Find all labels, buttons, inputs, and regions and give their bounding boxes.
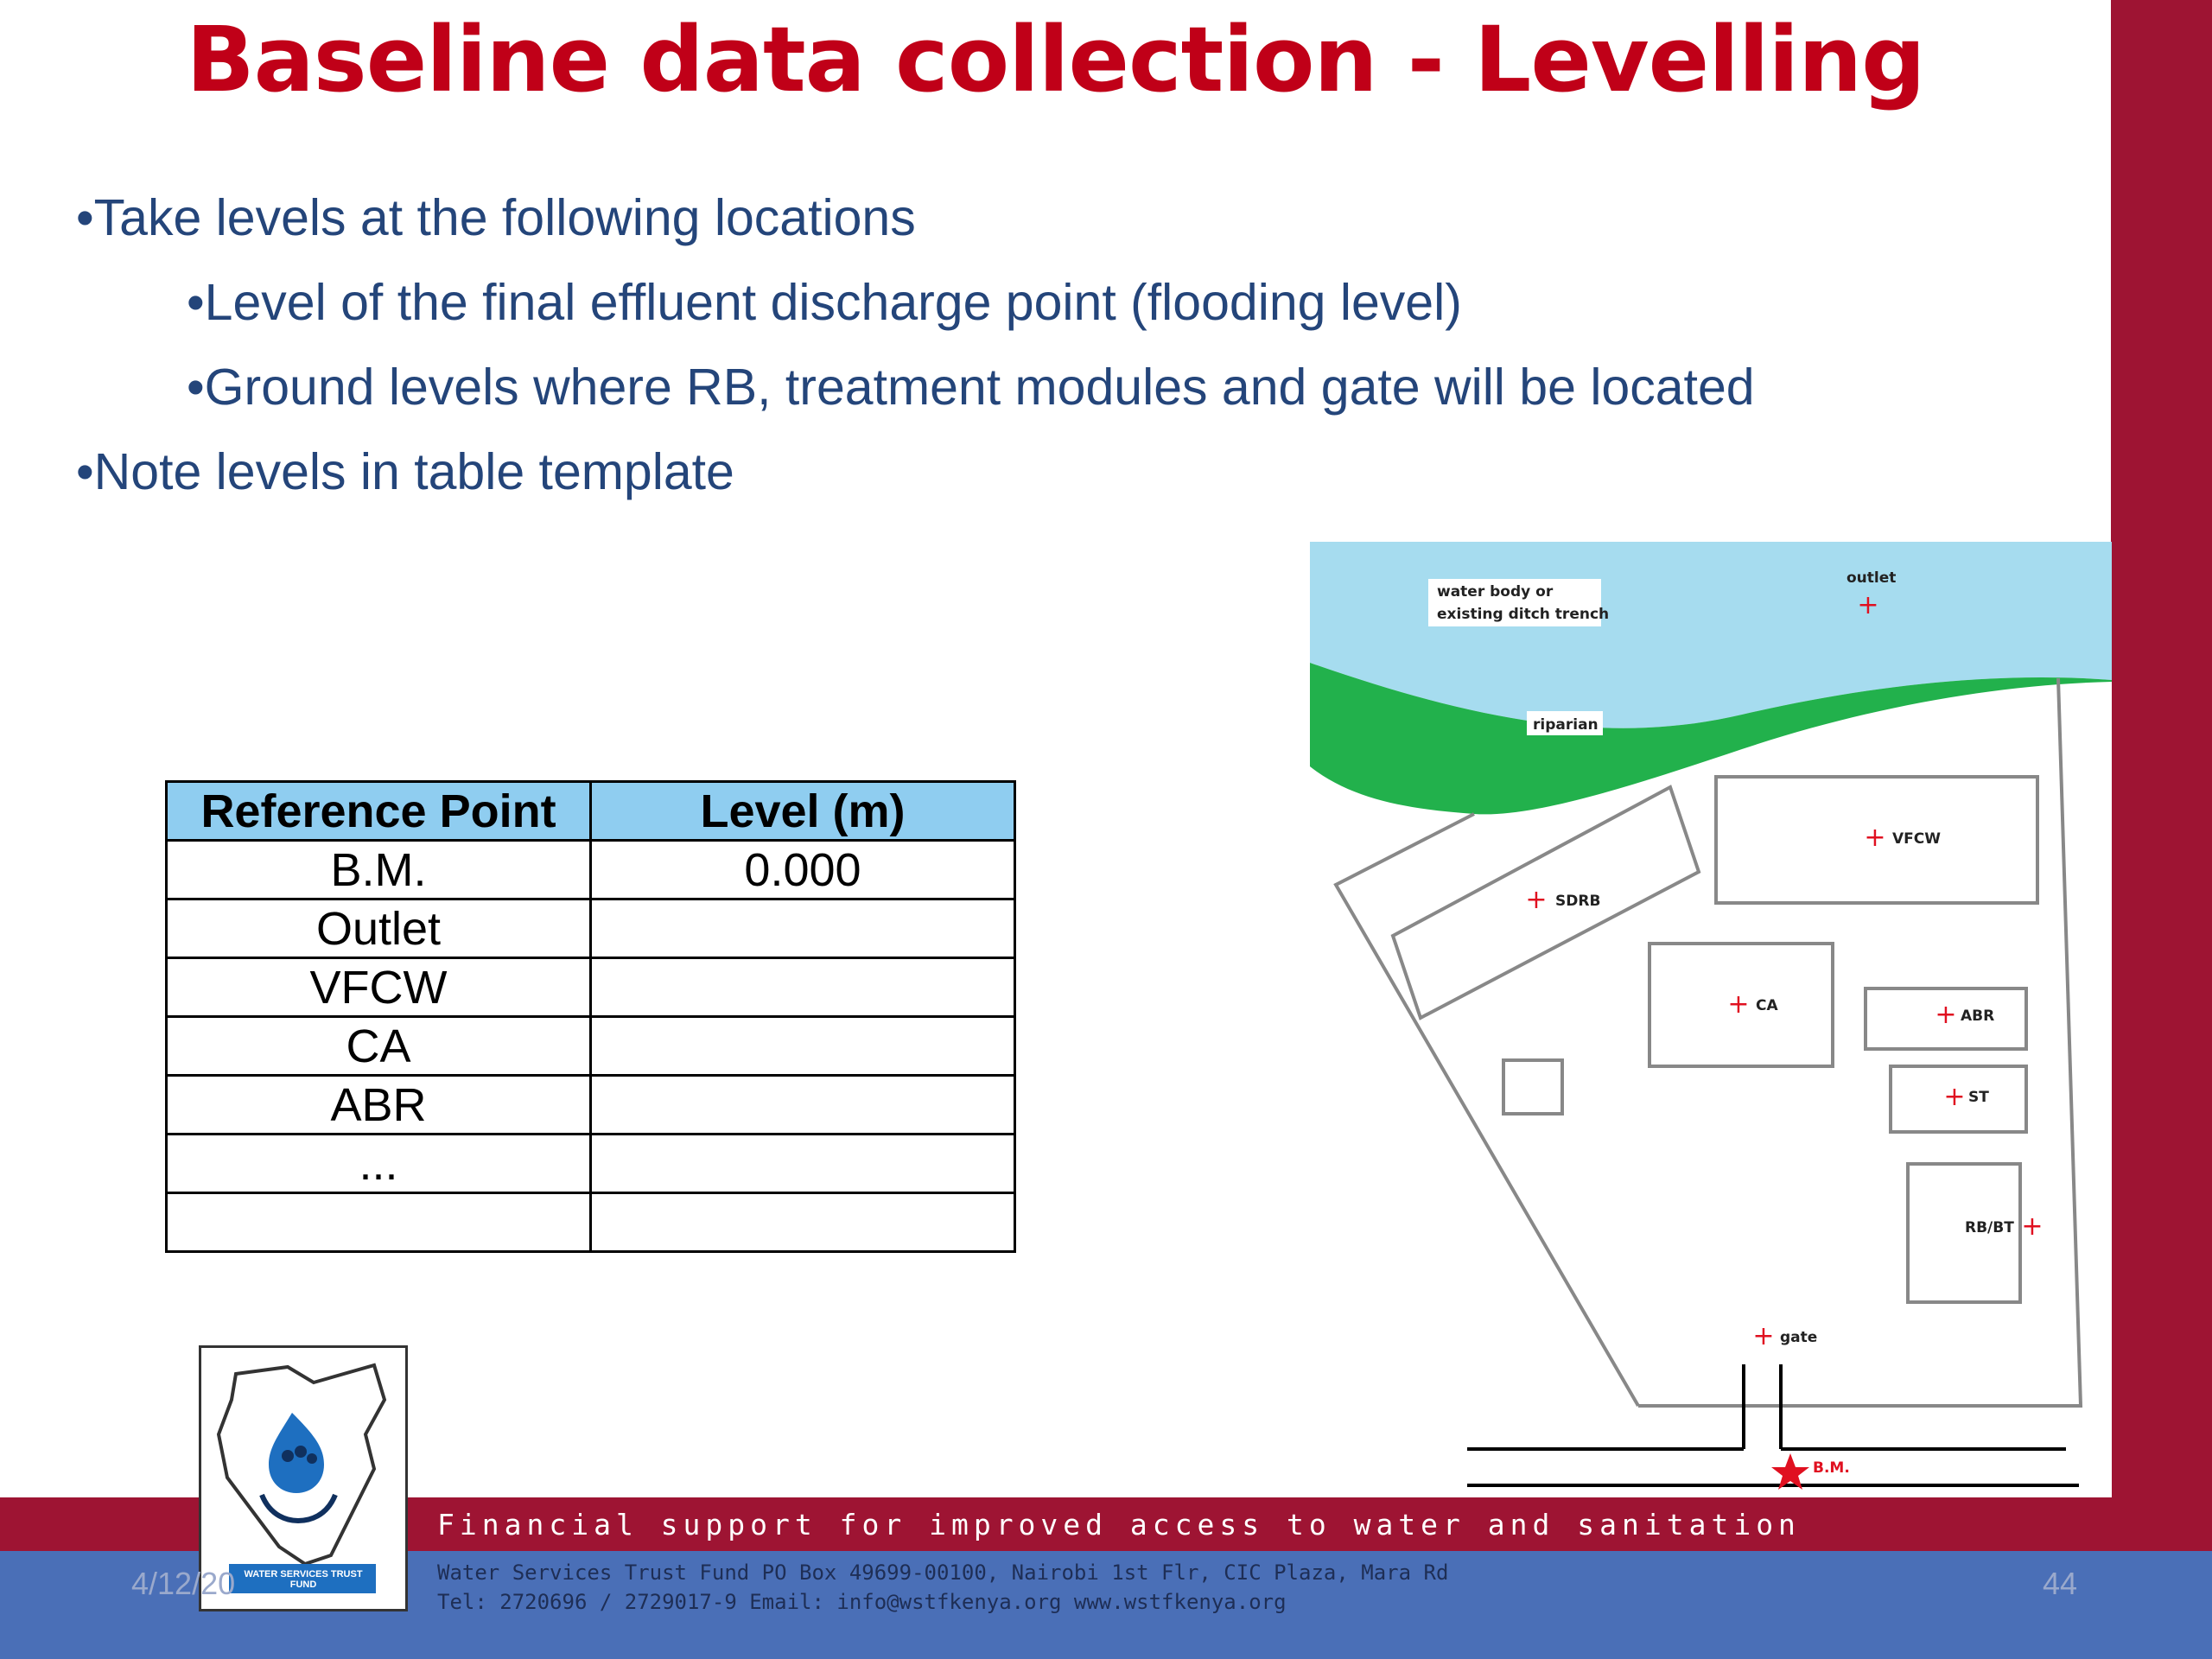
- riparian-label: riparian: [1533, 716, 1599, 734]
- vfcw-label: VFCW: [1892, 830, 1941, 848]
- footer-contact-line1: Water Services Trust Fund PO Box 49699-00100, Nairobi 1st Flr, CIC Plaza, Mara Rd: [437, 1560, 1449, 1585]
- cell-level: 0.000: [591, 841, 1015, 899]
- header-reference-point: Reference Point: [167, 782, 591, 841]
- ca-label: CA: [1756, 997, 1778, 1014]
- cell-reference: Outlet: [167, 899, 591, 958]
- right-accent-bar: [2111, 0, 2212, 1659]
- water-label-line1: water body or: [1437, 583, 1554, 601]
- gate-label: gate: [1780, 1329, 1818, 1346]
- st-marker-icon: +: [1943, 1082, 1966, 1112]
- table-row: [167, 1135, 1015, 1193]
- cell-level: [591, 958, 1015, 1017]
- footer-tagline: Financial support for improved access to water and sanitation: [437, 1508, 1801, 1541]
- table-header-row: [167, 782, 1015, 841]
- table-row: [167, 841, 1015, 899]
- cell-reference: ...: [167, 1135, 591, 1193]
- ca-marker-icon: +: [1727, 989, 1750, 1020]
- table-row: [167, 1076, 1015, 1135]
- cell-reference: CA: [167, 1017, 591, 1076]
- cell-level: [591, 1017, 1015, 1076]
- abr-label: ABR: [1961, 1007, 1995, 1025]
- sdrb-marker-icon: +: [1525, 885, 1548, 915]
- water-label-line2: existing ditch trench: [1437, 606, 1610, 623]
- table-row: [167, 899, 1015, 958]
- bullet-ground-levels: •Ground levels where RB, treatment modules and gate will be located: [187, 359, 1755, 416]
- bullet-note-levels: •Note levels in table template: [76, 443, 734, 500]
- table-row: [167, 958, 1015, 1017]
- levels-table: [165, 780, 1016, 1253]
- cell-reference: VFCW: [167, 958, 591, 1017]
- logo-text: WATER SERVICES TRUST FUND: [244, 1569, 363, 1590]
- cell-reference: [167, 1193, 591, 1252]
- header-level: Level (m): [591, 782, 1015, 841]
- slide-date: 4/12/20: [131, 1566, 236, 1601]
- slide-page-number: 44: [2043, 1566, 2078, 1601]
- st-label: ST: [1968, 1089, 1989, 1106]
- outlet-label: outlet: [1847, 569, 1897, 587]
- site-plan-diagram: [1310, 542, 2112, 1501]
- rbbt-marker-icon: +: [2021, 1211, 2044, 1242]
- cell-level: [591, 1193, 1015, 1252]
- slide-title: Baseline data collection - Levelling: [186, 7, 1925, 112]
- vfcw-marker-icon: +: [1864, 823, 1886, 853]
- sdrb-label: SDRB: [1555, 893, 1601, 910]
- table-row: [167, 1017, 1015, 1076]
- cell-level: [591, 899, 1015, 958]
- bullet-take-levels: •Take levels at the following locations: [76, 189, 916, 246]
- bm-label: B.M.: [1813, 1459, 1850, 1477]
- cell-reference: B.M.: [167, 841, 591, 899]
- cell-reference: ABR: [167, 1076, 591, 1135]
- outlet-marker-icon: +: [1857, 590, 1879, 620]
- cell-level: [591, 1076, 1015, 1135]
- rbbt-label: RB/BT: [1965, 1219, 2014, 1236]
- cell-level: [591, 1135, 1015, 1193]
- abr-marker-icon: +: [1935, 1000, 1957, 1030]
- gate-marker-icon: +: [1752, 1321, 1775, 1351]
- table-row: [167, 1193, 1015, 1252]
- footer-contact-line2: Tel: 2720696 / 2729017-9 Email: info@wstfkenya.org www.wstfkenya.org: [437, 1590, 1287, 1614]
- bullet-discharge-point: •Level of the final effluent discharge point (flooding level): [187, 274, 1462, 331]
